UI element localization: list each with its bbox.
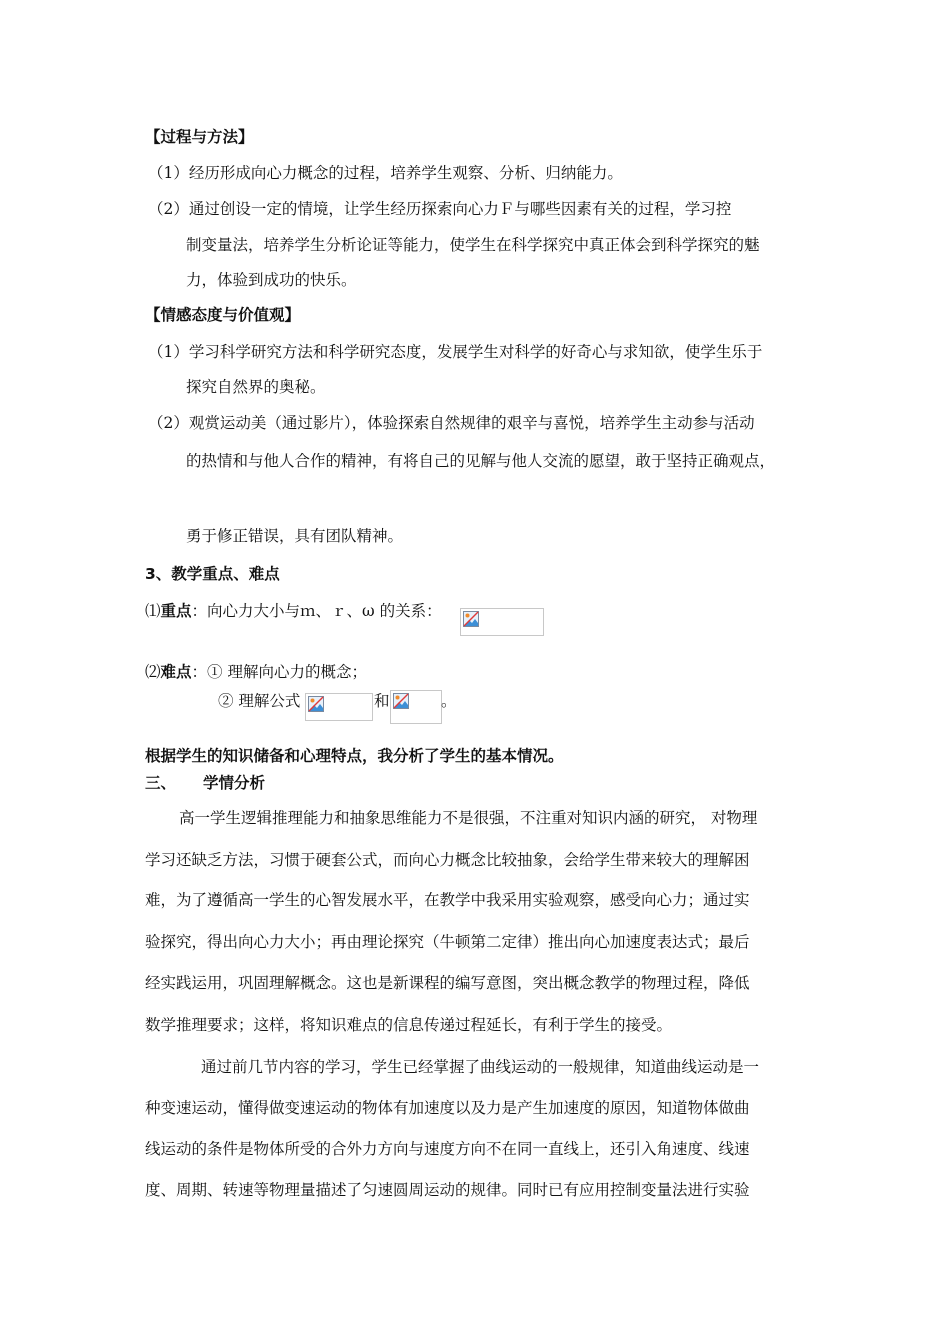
analysis-p1-line-5: 经实践运用，巩固理解概念。这也是新课程的编写意图，突出概念教学的物理过程，降低 [145,974,750,992]
process-item-2-line-1: （2）通过创设一定的情境，让学生经历探索向心力Ｆ与哪些因素有关的过程，学习控 [148,200,732,218]
difficulty-line-2-text: ② 理解公式 [218,692,301,710]
key-prefix: ⑴ [145,602,161,620]
keypoints-heading [145,564,280,584]
formula-image-placeholder-1 [460,608,544,636]
broken-image-icon [308,696,324,712]
formula-image-placeholder-2 [305,693,373,721]
difficulty-line-2-and: 和 [374,692,390,710]
emotion-item-2-line-1: （2）观赏运动美（通过影片），体验探索自然规律的艰辛与喜悦，培养学生主动参与活动 [148,414,755,432]
emotion-item-2-line-3: 勇于修正错误，具有团队精神。 [186,527,404,545]
analysis-p2-line-4: 度、周期、转速等物理量描述了匀速圆周运动的规律。同时已有应用控制变量法进行实验 [145,1181,750,1199]
analysis-p1-line-4: 验探究，得出向心力大小；再由理论探究（牛顿第二定律）推出向心加速度表达式；最后 [145,933,750,951]
key-point-line [145,601,442,621]
analysis-p1-line-1: 高一学生逻辑推理能力和抽象思维能力不是很强，不注重对知识内涵的研究， 对物理 [179,809,758,827]
difficulty-line-1 [145,662,367,682]
section-heading-process: 【过程与方法】 [145,128,254,146]
analysis-p2-line-2: 种变速运动，懂得做变速运动的物体有加速度以及力是产生加速度的原因，知道物体做曲 [145,1099,750,1117]
process-item-2-line-2: 制变量法，培养学生分析论证等能力，使学生在科学探究中真正体会到科学探究的魅 [186,236,760,254]
analysis-p2-line-3: 线运动的条件是物体所受的合外力方向与速度方向不在同一直线上，还引入角速度、线速 [145,1140,750,1158]
analysis-p2-line-1: 通过前几节内容的学习，学生已经掌握了曲线运动的一般规律，知道曲线运动是一 [201,1058,760,1076]
key-text: ：向心力大小与ｍ、ｒ、ω 的关系： [191,602,442,620]
emotion-item-2-line-2: 的热情和与他人合作的精神，有将自己的见解与他人交流的愿望，敢于坚持正确观点， [186,452,776,470]
formula-image-placeholder-3 [390,690,442,724]
diff-prefix: ⑵ [145,663,161,681]
diff-text: ：① 理解向心力的概念； [191,663,367,681]
emotion-item-1-line-2: 探究自然界的奥秘。 [186,378,326,396]
key-label: 重点 [160,602,192,620]
diff-label: 难点 [160,663,192,681]
analysis-p1-line-2: 学习还缺乏方法，习惯于硬套公式，而向心力概念比较抽象，会给学生带来较大的理解困 [145,851,750,869]
section-heading-emotion: 【情感态度与价值观】 [145,306,301,324]
broken-image-icon [393,693,409,709]
difficulty-line-2-end: 。 [441,692,457,710]
keypoints-heading-text: 3、教学重点、难点 [145,565,280,583]
analysis-p1-line-3: 难，为了遵循高一学生的心智发展水平，在教学中我采用实验观察，感受向心力；通过实 [145,891,750,909]
analysis-p1-line-6: 数学推理要求；这样，将知识难点的信息传递过程延长，有利于学生的接受。 [145,1016,673,1034]
analysis-heading: 学情分析 [203,774,266,792]
broken-image-icon [463,611,479,627]
process-item-2-line-3: 力，体验到成功的快乐。 [186,271,357,289]
process-item-1: （1）经历形成向心力概念的过程，培养学生观察、分析、归纳能力。 [148,164,623,182]
analysis-intro: 根据学生的知识储备和心理特点，我分析了学生的基本情况。 [145,747,564,765]
analysis-heading-number: 三、 [145,774,177,792]
emotion-item-1-line-1: （1）学习科学研究方法和科学研究态度，发展学生对科学的好奇心与求知欲，使学生乐于 [148,343,763,361]
